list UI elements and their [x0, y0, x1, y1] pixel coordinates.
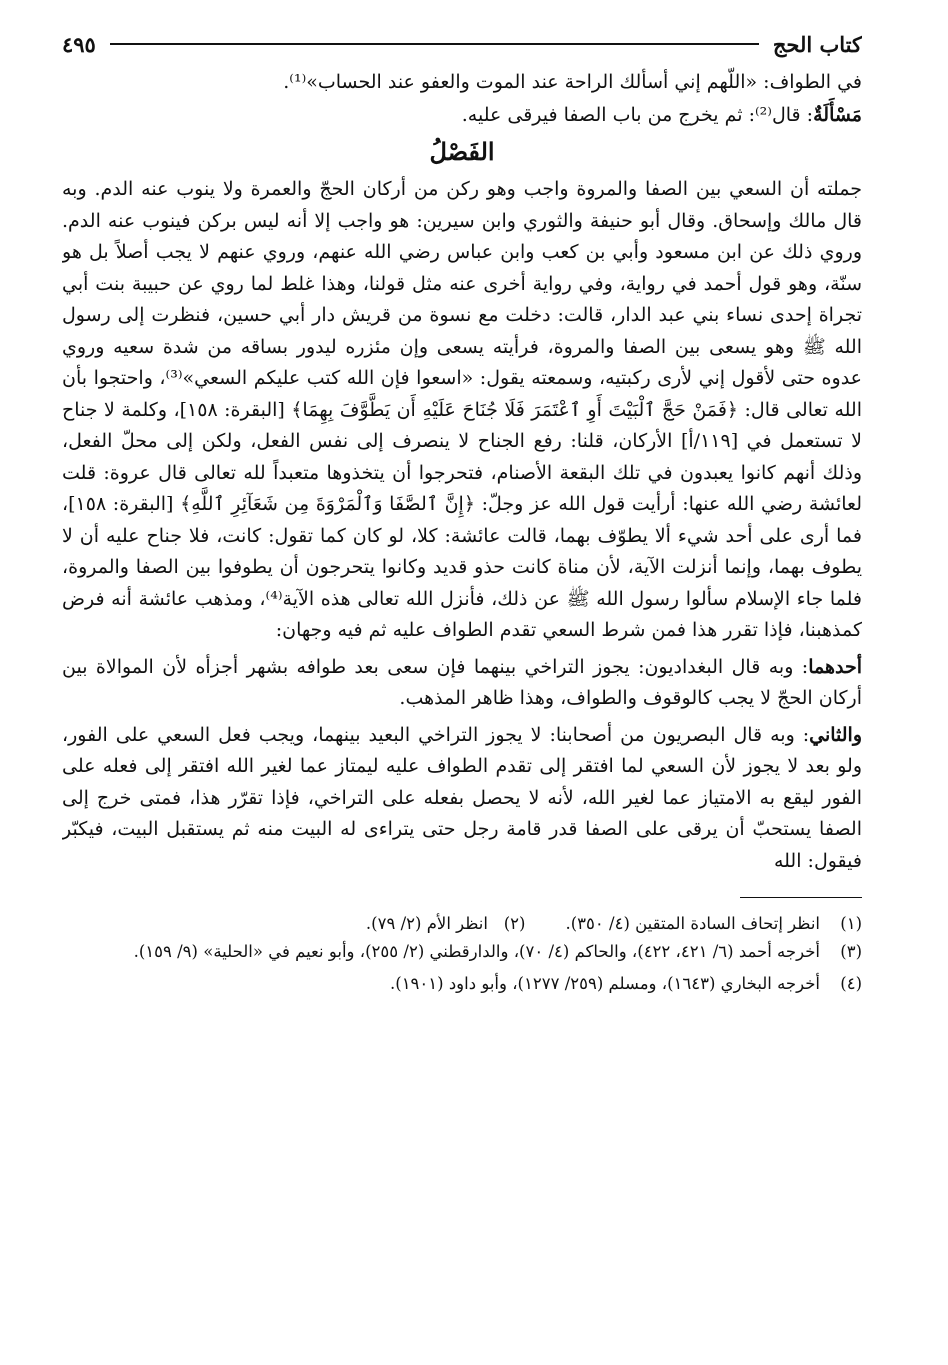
masala-label: مَسْأَلَةٌ: [813, 104, 862, 126]
masala-line: [62, 99, 862, 132]
section-title: الفَصْلُ: [429, 137, 495, 166]
footnotes: [62, 910, 862, 998]
page-number: ٤٩٥: [62, 31, 96, 57]
footnote-text: [62, 910, 820, 938]
first-opinion-text: : وبه قال البغداديون: يجوز التراخي بينهما فإن سعى بعد طوافه بشهر أجزأه لأن الموالاة بين أركان الحجّ لا يجب كالوقوف والطواف، وهذا ظاهر المذهب.: [62, 655, 862, 709]
first-opinion-paragraph: [62, 652, 862, 715]
footnote-number: (٣): [840, 942, 862, 961]
intro-line: في الطواف: «اللّهم إني أسألك الراحة عند الموت والعفو عند الحساب»⁽¹⁾.: [283, 71, 862, 93]
book-page: [62, 22, 862, 1342]
footnote-row-3: [62, 938, 862, 966]
running-title: كتاب الحج: [772, 31, 862, 57]
footnote-1-text: انظر إتحاف السادة المتقين (٤/ ٣٥٠).: [565, 914, 820, 933]
main-paragraph: جملته أن السعي بين الصفا والمروة واجب وهو ركن من أركان الحجّ والعمرة ولا ينوب عنه الدم. وبه قال مالك وإسحاق. وقال أبو حنيفة والثوري وابن سيرين: هو واجب إلا أنه ليس بركن فينوب عنه الدم. وروي ذلك عن ابن مسعود وأبي بن كعب وابن عباس رضي الله عنهم، وروي عنهم لا يجب أصلاً بل هو سنّة، وهو قول أحمد في رواية، وفي رواية أخرى عنه مثل قولنا، وهذا غلط لما روي عن حبيبة بنت أبي تجراة إحدى نساء بني عبد الدار، قالت: دخلت مع نسوة من قريش دار أبي حسين، فنظرت إلى رسول الله ﷺ وهو يسعى بين الصفا والمروة، فرأيته يسعى وإن مئزره ليدور بساقه من شدة سعيه وروي عدوه حتى لأقول إني لأرى ركبتيه، وسمعته يقول: «اسعوا فإن الله كتب عليكم السعي»⁽³⁾، واحتجوا بأن الله تعالى قال: ﴿فَمَنْ حَجَّ ٱلْبَيْتَ أَوِ ٱعْتَمَرَ فَلَا جُنَاحَ عَلَيْهِ أَن يَطَّوَّفَ بِهِمَا﴾ [البقرة: ١٥٨]، وكلمة لا جناح لا تستعمل في [١١٩/أ] الأركان، قلنا: رفع الجناح لا ينصرف إلى نفس الفعل، ولكن إلى محلّ الفعل، وذلك أنهم كانوا يعبدون في تلك البقعة الأصنام، فتحرجوا أن يتخذوها متعبداً لله تعالى قال عروة: قلت لعائشة رضي الله عنها: أرأيت قول الله عز وجلّ: ﴿إِنَّ ٱلصَّفَا وَٱلْمَرْوَةَ مِن شَعَآئِرِ ٱللَّهِ﴾ [البقرة: ١٥٨]، فما أرى على أحد شيء ألا يطوّف بهما، قالت عائشة: كلا، لو كان كما تقول: كانت، فلا جناح عليه أن لا يطوف بهما، وإنما أنزلت الآية، لأن مناة كانت حذو قديد وكانوا يتحرجون أن يطوفوا بين الصفا والمروة، فلما جاء الإسلام سألوا رسول الله ﷺ عن ذلك، فأنزل الله تعالى هذه الآية⁽⁴⁾، ومذهب عائشة أنه فرض كمذهبنا، فإذا تقرر هذا فمن شرط السعي تقدم الطواف عليه ثم فيه وجهان:: [62, 178, 862, 641]
footnote-rule: [740, 897, 862, 898]
footnote-4-text: أخرجه البخاري (١٦٤٣)، ومسلم (٢٥٩/ ١٢٧٧)، وأبو داود (١٩٠١).: [390, 974, 820, 993]
footnote-2-text: انظر الأم (٢/ ٧٩).: [365, 914, 488, 933]
masala-text: : قال⁽²⁾: ثم يخرج من باب الصفا فيرقى عليه.: [461, 104, 814, 126]
first-opinion-label: أحدهما: [808, 655, 862, 678]
page-header: [62, 22, 862, 66]
second-opinion-paragraph: [62, 720, 862, 878]
footnote-number: (٤): [840, 974, 862, 993]
footnote-2-number: (٢): [503, 914, 526, 933]
second-opinion-text: : وبه قال البصريون من أصحابنا: لا يجوز التراخي البعيد بينهما، ويجب فعل السعي على الفور، ولو بعد لا يجوز لأن السعي لما افتقر إلى تقدم الطواف عليه ليمتاز عما لغير الله افتقر إلى فعله على الفور ليقع به الامتياز عما لغير الله، لأنه لا يحصل بفعله على التراخي، فإذا تقرّر هذا، فمتى خرج إلى الصفا يستحبّ أن يرقى على الصفا قدر قامة رجل حتى يتراءى له البيت منه ثم يستقبل البيت، فيكبّر فيقول: الله: [62, 723, 862, 872]
footnote-row-4: [62, 970, 862, 998]
second-opinion-label: والثاني: [809, 723, 862, 746]
footnote-number: (١): [840, 914, 862, 933]
footnote-row-1-2: [62, 910, 862, 938]
footnote-3-text: أخرجه أحمد (٦/ ٤٢١، ٤٢٢)، والحاكم (٤/ ٧٠)، والدارقطني (٢/ ٢٥٥)، وأبو نعيم في «الحلية» (٩/ ١٥٩).: [133, 942, 820, 961]
header-rule: [110, 43, 759, 45]
